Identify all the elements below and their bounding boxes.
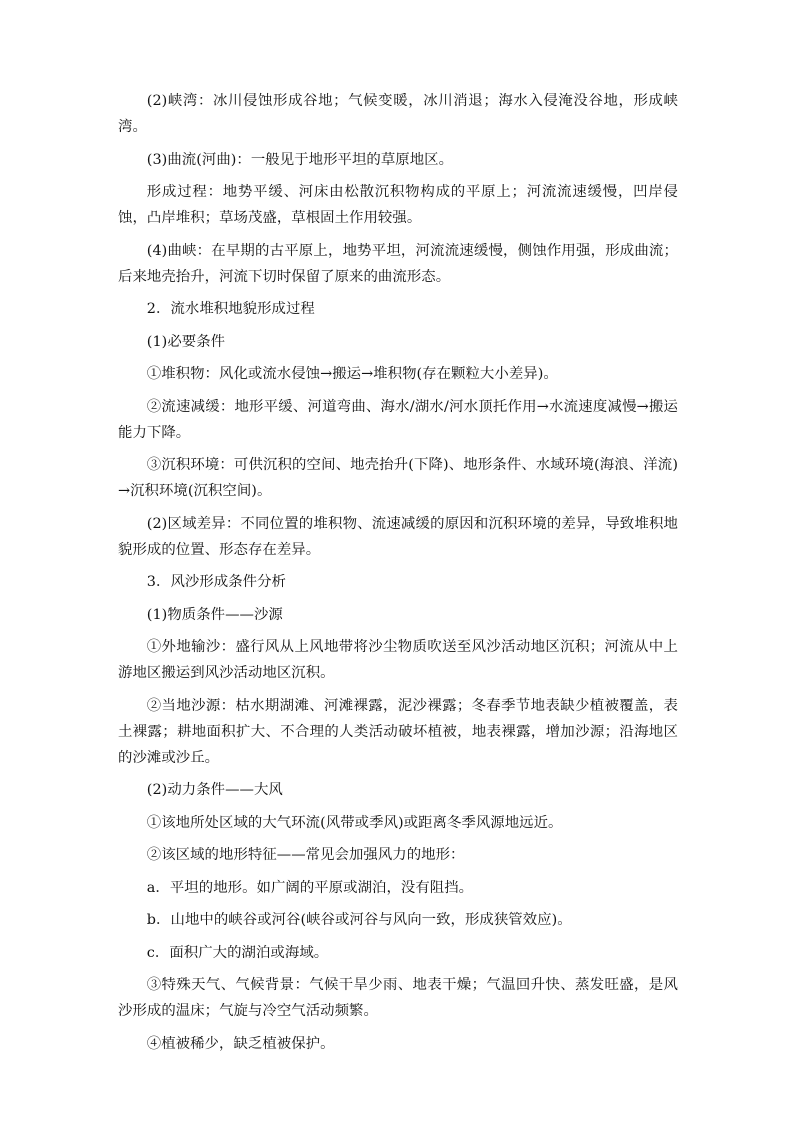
section-heading-aeolian-sand: 3．风沙形成条件分析 xyxy=(146,574,286,590)
paragraph-meander-process: 形成过程：地势平缓、河床由松散沉积物构成的平原上；河流流速缓慢，凹岸侵蚀，凸岸堆积；草场茂盛，草根固土作用较强。 xyxy=(118,184,678,226)
paragraph-deposition-environment: ③沉积环境：可供沉积的空间、地壳抬升(下降)、地形条件、水域环境(海浪、洋流)→沉积环境(沉积空间)。 xyxy=(118,457,678,499)
paragraph-terrain-features: ②该区域的地形特征——常见会加强风力的地形： xyxy=(146,847,465,863)
paragraph-atmospheric-circulation: ①该地所处区域的大气环流(风带或季风)或距离冬季风源地远近。 xyxy=(146,814,563,831)
list-item-valley: b．山地中的峡谷或河谷(峡谷或河谷与风向一致，形成狭管效应)。 xyxy=(146,912,572,928)
paragraph-external-sand: ①外地输沙：盛行风从上风地带将沙尘物质吹送至风沙活动地区沉积；河流从中上游地区搬运到风沙活动地区沉积。 xyxy=(118,639,678,681)
paragraph-regional-differences: (2)区域差异：不同位置的堆积物、流速减缓的原因和沉积环境的差异，导致堆积地貌形成的位置、形态存在差异。 xyxy=(118,515,678,558)
paragraph-meander: (3)曲流(河曲)：一般见于地形平坦的草原地区。 xyxy=(146,151,454,168)
paragraph-local-sand: ②当地沙源：枯水期湖滩、河滩裸露，泥沙裸露；冬春季节地表缺少植被覆盖，表土裸露；耕地面积扩大、不合理的人类活动破坏植被，地表裸露，增加沙源；沿海地区的沙滩或沙丘。 xyxy=(118,697,678,766)
subheading-dynamic-conditions: (2)动力条件——大风 xyxy=(146,782,283,798)
subheading-necessary-conditions: (1)必要条件 xyxy=(146,333,226,350)
paragraph-fjord: (2)峡湾：冰川侵蚀形成谷地；气候变暖，冰川消退；海水入侵淹没谷地，形成峡湾。 xyxy=(118,93,678,135)
subheading-material-conditions: (1)物质条件——沙源 xyxy=(146,606,283,623)
paragraph-flow-slowdown: ②流速减缓：地形平缓、河道弯曲、海水/湖水/河水顶托作用→水流速度减慢→搬运能力下降。 xyxy=(118,398,678,441)
list-item-flat-terrain: a．平坦的地形。如广阔的平原或湖泊，没有阻挡。 xyxy=(146,879,474,896)
document-page xyxy=(118,88,678,1063)
paragraph-deposits: ①堆积物：风化或流水侵蚀→搬运→堆积物(存在颗粒大小差异)。 xyxy=(146,366,558,382)
paragraph-sparse-vegetation: ④植被稀少，缺乏植被保护。 xyxy=(146,1035,335,1052)
section-heading-fluvial-deposition: 2．流水堆积地貌形成过程 xyxy=(146,301,315,317)
paragraph-weather-climate: ③特殊天气、气候背景：气候干旱少雨、地表干燥；气温回升快、蒸发旺盛，是风沙形成的温床；气旋与冷空气活动频繁。 xyxy=(118,977,678,1019)
paragraph-meander-gorge: (4)曲峡：在早期的古平原上，地势平坦，河流流速缓慢，侧蚀作用强，形成曲流；后来地壳抬升，河流下切时保留了原来的曲流形态。 xyxy=(118,242,678,285)
list-item-lake-sea: c．面积广大的湖泊或海域。 xyxy=(146,944,329,961)
